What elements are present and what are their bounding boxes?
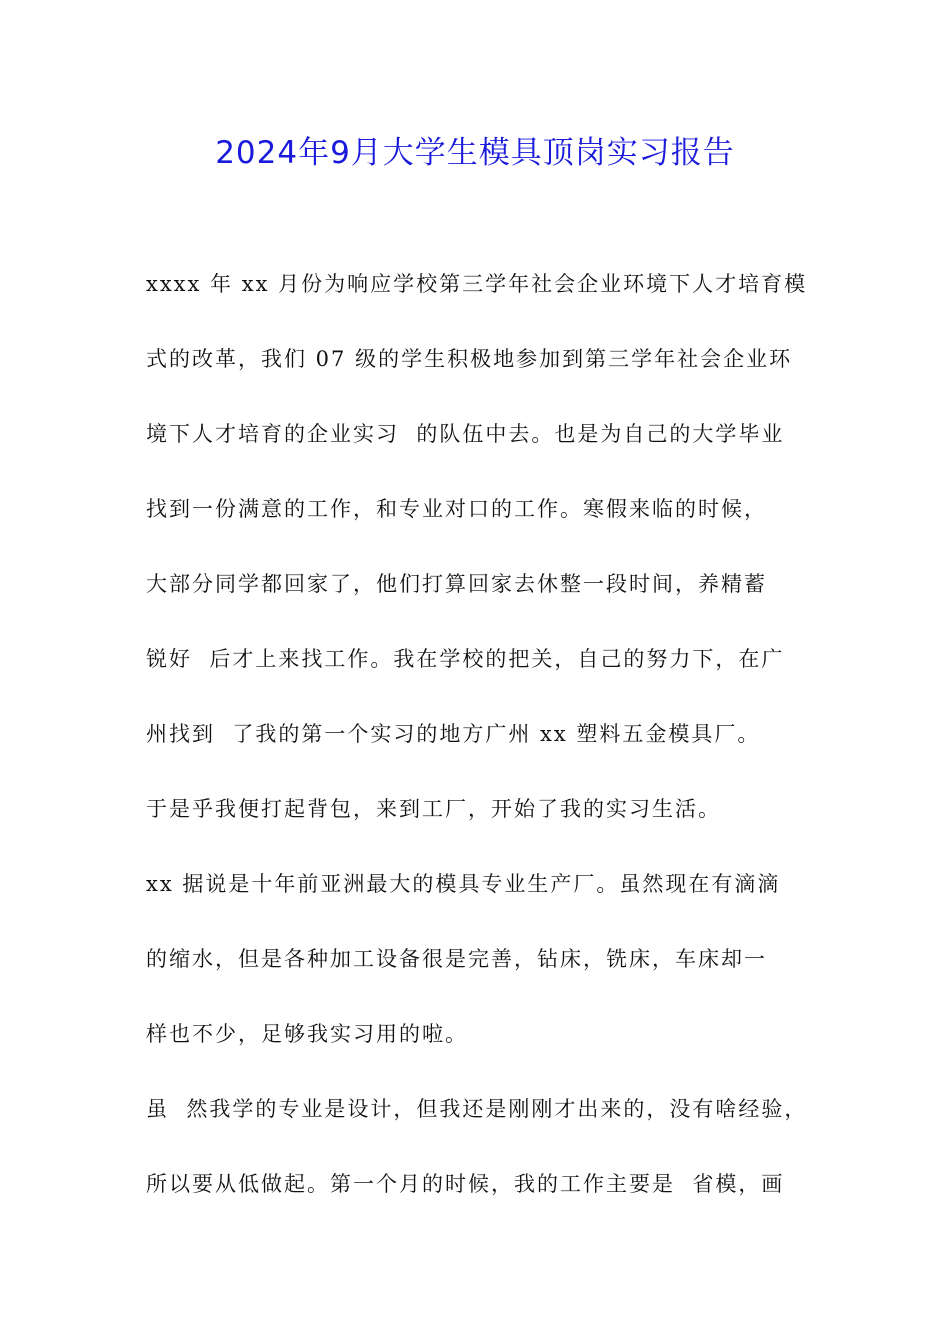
document-title: 2024年9月大学生模具顶岗实习报告 xyxy=(215,135,735,171)
body-line: 样也不少，足够我实习用的啦。 xyxy=(146,1022,468,1046)
body-line: 于是乎我便打起背包，来到工厂，开始了我的实习生活。 xyxy=(146,797,721,821)
body-line: 式的改革，我们 07 级的学生积极地参加到第三学年社会企业环 xyxy=(146,347,793,371)
body-line: 所以要从低做起。第一个月的时候，我的工作主要是 省模，画 xyxy=(146,1172,785,1196)
body-line: xx 据说是十年前亚洲最大的模具专业生产厂。虽然现在有滴滴 xyxy=(146,872,781,896)
body-line: 境下人才培育的企业实习 的队伍中去。也是为自己的大学毕业 xyxy=(146,422,785,446)
body-line: 州找到 了我的第一个实习的地方广州 xx 塑料五金模具厂。 xyxy=(146,722,761,746)
body-line: 找到一份满意的工作，和专业对口的工作。寒假来临的时候， xyxy=(146,497,767,521)
body-line: 虽 然我学的专业是设计，但我还是刚刚才出来的，没有啥经验， xyxy=(146,1097,808,1121)
body-line: 的缩水，但是各种加工设备很是完善，钻床，铣床，车床却一 xyxy=(146,947,767,971)
body-line: xxxx 年 xx 月份为响应学校第三学年社会企业环境下人才培育模 xyxy=(146,272,808,296)
body-line: 大部分同学都回家了，他们打算回家去休整一段时间，养精蓄 xyxy=(146,572,767,596)
body-line: 锐好 后才上来找工作。我在学校的把关，自己的努力下，在广 xyxy=(146,647,785,671)
